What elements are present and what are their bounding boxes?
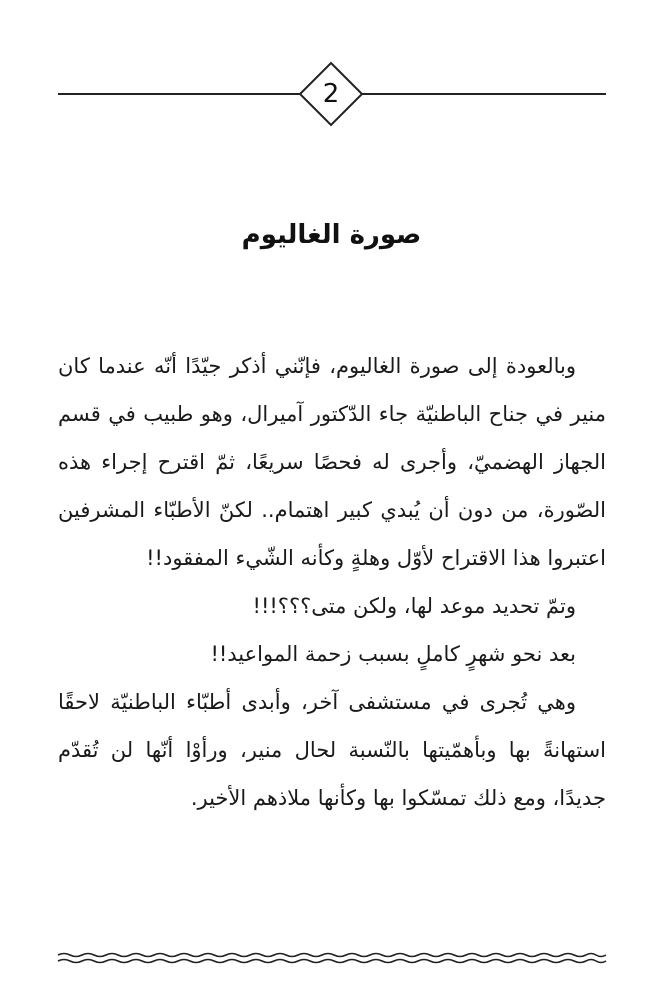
page-number: 2: [322, 79, 340, 109]
paragraph-3: بعد نحو شهرٍ كاملٍ بسبب زحمة المواعيد!!: [210, 642, 576, 666]
paragraph-4: وهي تُجرى في مستشفى آخر، وأبدى أطبّاء الباطنيّة لاحقًا استهانةً بها وبأهمّيتها بالنّسبة لحال منير، ورأوْا أنّها لن تُقدّم جديدًا، ومع ذلك تمسّكوا بها وكأنها ملاذهم الأخير.: [58, 690, 606, 810]
paragraph-1: وبالعودة إلى صورة الغاليوم، فإنّني أذكر جيّدًا أنّه عندما كان منير في جناح الباطنيّة جاء الدّكتور آميرال، وهو طبيب في قسم الجهاز الهضميّ، وأجرى له فحصًا سريعًا، ثمّ اقترح إجراء هذه الصّورة، من دون أن يُبدي كبير اهتمام.. لكنّ الأطبّاء المشرفين اعتبروا هذا الاقتراح لأوّل وهلةٍ وكأنه الشّيء المفقود!!: [58, 354, 606, 570]
footer-wave-top: [58, 954, 606, 957]
footer-wave-bottom: [58, 960, 606, 963]
paragraph-2: وتمّ تحديد موعد لها، ولكن متى؟؟؟!!!: [252, 594, 576, 618]
footer-wave-ornament: [0, 944, 663, 974]
header-ornament: [0, 0, 663, 140]
chapter-title: صورة الغاليوم: [241, 220, 422, 251]
body-text: [58, 342, 606, 822]
page-header: [0, 0, 663, 140]
